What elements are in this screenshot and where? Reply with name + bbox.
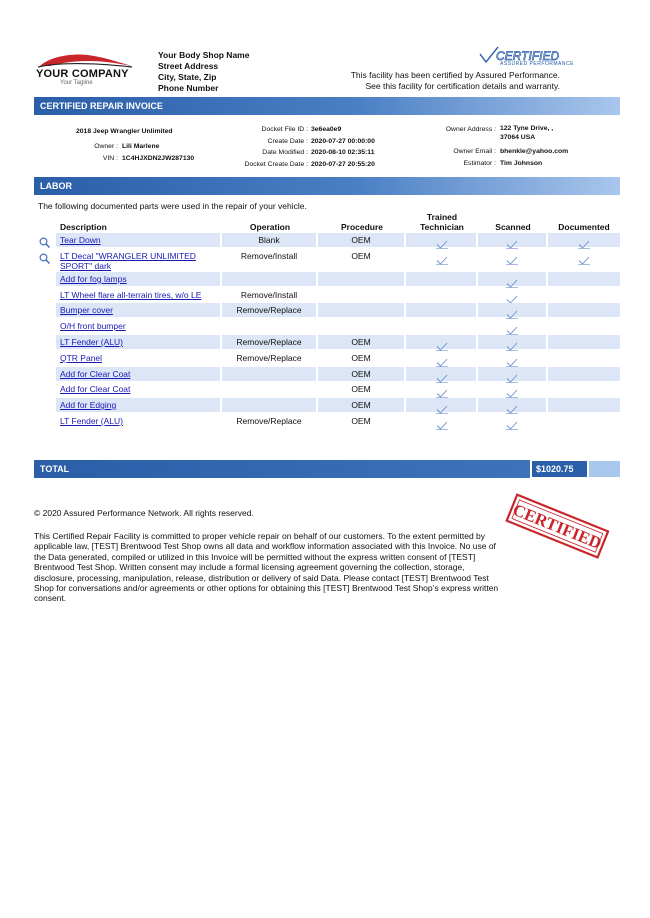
col-operation: Operation — [249, 222, 291, 232]
labor-row-operation: Remove/Install — [240, 251, 298, 261]
labor-row-description-link[interactable]: LT Fender (ALU) — [60, 337, 123, 347]
vehicle-name: 2018 Jeep Wrangler Unlimited — [76, 128, 173, 135]
scanned-check-icon — [506, 401, 518, 410]
scanned-check-icon — [506, 370, 518, 379]
row-cell-background — [318, 303, 404, 317]
labor-title-bar: LABOR — [34, 177, 620, 195]
labor-row-description-link[interactable]: Bumper cover — [60, 305, 113, 315]
row-cell-background — [318, 272, 404, 286]
labor-row-operation: Remove/Replace — [236, 305, 302, 315]
certified-logo-text: CERTIFIED — [496, 49, 560, 63]
col-trained: Trained — [426, 212, 458, 222]
docket-create-label: Docket Create Date : — [244, 160, 308, 168]
docket-label: Docket File ID : — [261, 126, 308, 133]
owner-email-label: Owner Email : — [453, 148, 496, 155]
labor-row-procedure: OEM — [351, 353, 371, 363]
labor-row-description-link[interactable]: Add for Clear Coat — [60, 369, 131, 379]
vin-value: 1C4HJXDN2JW287130 — [122, 155, 195, 162]
company-tagline: Your Tagline — [60, 80, 93, 86]
trained-check-icon — [436, 385, 448, 394]
magnifier-icon[interactable] — [39, 251, 50, 262]
certification-line-2: See this facility for certification details and warranty. — [365, 81, 560, 91]
company-logo-name: YOUR COMPANY — [36, 68, 129, 80]
col-trained-technician — [406, 212, 478, 232]
owner-address-line-1: 122 Tyne Drive, , — [500, 125, 554, 132]
shop-name: Your Body Shop Name — [158, 50, 250, 60]
col-description: Description — [60, 222, 107, 232]
total-value: $1020.75 — [532, 461, 587, 477]
labor-row-procedure: OEM — [351, 251, 371, 261]
labor-row-description-link[interactable]: LT Decal "WRANGLER UNLIMITED SPORT" dark — [60, 251, 196, 271]
certification-line-1: This facility has been certified by Assured Performance. — [350, 70, 560, 80]
trained-check-icon — [436, 417, 448, 426]
col-documented: Documented — [558, 222, 610, 232]
labor-row-operation: Remove/Replace — [236, 353, 302, 363]
labor-row-description-link[interactable]: O/H front bumper — [60, 321, 126, 331]
labor-row-description-link[interactable]: LT Wheel flare all-terrain tires, w/o LE — [60, 290, 202, 300]
invoice-title-bar: CERTIFIED REPAIR INVOICE — [34, 97, 620, 115]
trained-check-icon — [436, 370, 448, 379]
row-cell-background — [548, 367, 620, 381]
col-procedure: Procedure — [340, 222, 384, 232]
create-date-value: 2020-07-27 00:00:00 — [311, 137, 375, 145]
row-cell-background — [548, 272, 620, 286]
row-cell-background — [222, 398, 316, 412]
scanned-check-icon — [506, 417, 518, 426]
labor-row-procedure: OEM — [351, 369, 371, 379]
date-modified-label: Date Modified : — [262, 149, 308, 156]
labor-row-procedure: OEM — [351, 400, 371, 410]
labor-row-procedure: OEM — [351, 235, 371, 245]
create-date-label: Create Date : — [267, 137, 308, 145]
trained-check-icon — [436, 354, 448, 363]
docket-value: 3e6ea0e9 — [311, 126, 342, 133]
row-cell-background — [548, 398, 620, 412]
estimator-value: Tim Johnson — [500, 159, 543, 167]
certified-logo-subtitle: ASSURED PERFORMANCE — [500, 61, 574, 67]
row-cell-background — [222, 272, 316, 286]
row-cell-background — [406, 303, 476, 317]
scanned-check-icon — [506, 275, 518, 284]
labor-row-description-link[interactable]: Add for Clear Coat — [60, 384, 131, 394]
labor-row-operation: Remove/Replace — [236, 337, 302, 347]
magnifier-icon[interactable] — [39, 235, 50, 246]
row-cell-background — [548, 335, 620, 349]
row-cell-background — [406, 272, 476, 286]
scanned-check-icon — [506, 354, 518, 363]
trained-check-icon — [436, 401, 448, 410]
documented-check-icon — [578, 236, 590, 245]
legal-notice: This Certified Repair Facility is committed to proper vehicle repair on behalf of our customers. To the extent permitted by applicable law, [TEST] Brentwood Test Shop owns all data and workflow information associated with this Invoice. No use of the Data generated, compiled or utilized in this Invoice will be permitted without the express written consent of [TEST] Brentwood Test Shop. Written consent may include a formal licensing agreement governing the collection, storage, disclosure, processing, manipulation, release, distribution or delivery of said Data. Please contact [TEST] Brentwood Test Shop for conversations and/or agreements or other options for obtaining this [TEST] Brentwood Test Shop’s express written consent. — [34, 531, 499, 604]
labor-row-description-link[interactable]: QTR Panel — [60, 353, 103, 363]
scanned-check-icon — [506, 291, 518, 300]
labor-row-description-link[interactable]: Add for Edging — [60, 400, 117, 410]
owner-email-value: bhenkle@yahoo.com — [500, 148, 569, 155]
shop-phone: Phone Number — [158, 83, 219, 93]
scanned-check-icon — [506, 338, 518, 347]
owner-address-value — [500, 124, 553, 142]
scanned-check-icon — [506, 236, 518, 245]
owner-label: Owner : — [94, 143, 118, 150]
labor-row-procedure: OEM — [351, 384, 371, 394]
trained-check-icon — [436, 252, 448, 261]
col-technician: Technician — [420, 222, 464, 232]
shop-city: City, State, Zip — [158, 72, 217, 82]
shop-info — [158, 50, 249, 94]
scanned-check-icon — [506, 306, 518, 315]
labor-row-description-link[interactable]: Tear Down — [60, 235, 101, 245]
shop-street: Street Address — [158, 61, 219, 71]
certified-stamp-text: CERTIFIED — [510, 500, 605, 553]
labor-row-procedure: OEM — [351, 337, 371, 347]
labor-row-operation: Remove/Replace — [236, 416, 302, 426]
trained-check-icon — [436, 338, 448, 347]
labor-row-description-link[interactable]: Add for fog lamps — [60, 274, 127, 284]
owner-address-label: Owner Address : — [445, 126, 496, 133]
labor-note: The following documented parts were used in the repair of your vehicle. — [38, 201, 307, 211]
docket-create-value: 2020-07-27 20:55:20 — [311, 160, 375, 168]
copyright: © 2020 Assured Performance Network. All rights reserved. — [34, 508, 254, 518]
col-scanned: Scanned — [495, 222, 531, 232]
total-bar-end — [589, 461, 620, 477]
documented-check-icon — [578, 252, 590, 261]
scanned-check-icon — [506, 385, 518, 394]
vin-label: VIN : — [102, 155, 118, 162]
scanned-check-icon — [506, 322, 518, 331]
estimator-label: Estimator : — [463, 159, 496, 167]
certified-stamp — [502, 492, 612, 562]
row-cell-background — [222, 367, 316, 381]
certification-statement — [351, 70, 560, 92]
labor-row-operation: Blank — [258, 235, 280, 245]
date-modified-value: 2020-08-10 02:35:11 — [311, 149, 375, 156]
owner-value: Lili Marlene — [122, 143, 160, 150]
row-cell-background — [548, 303, 620, 317]
labor-row-operation: Remove/Install — [240, 290, 298, 300]
total-bar: TOTAL — [34, 460, 530, 478]
owner-address-line-2: 37064 USA — [500, 134, 536, 141]
labor-row-procedure: OEM — [351, 416, 371, 426]
scanned-check-icon — [506, 252, 518, 261]
trained-check-icon — [436, 236, 448, 245]
labor-row-description-link[interactable]: LT Fender (ALU) — [60, 416, 123, 426]
